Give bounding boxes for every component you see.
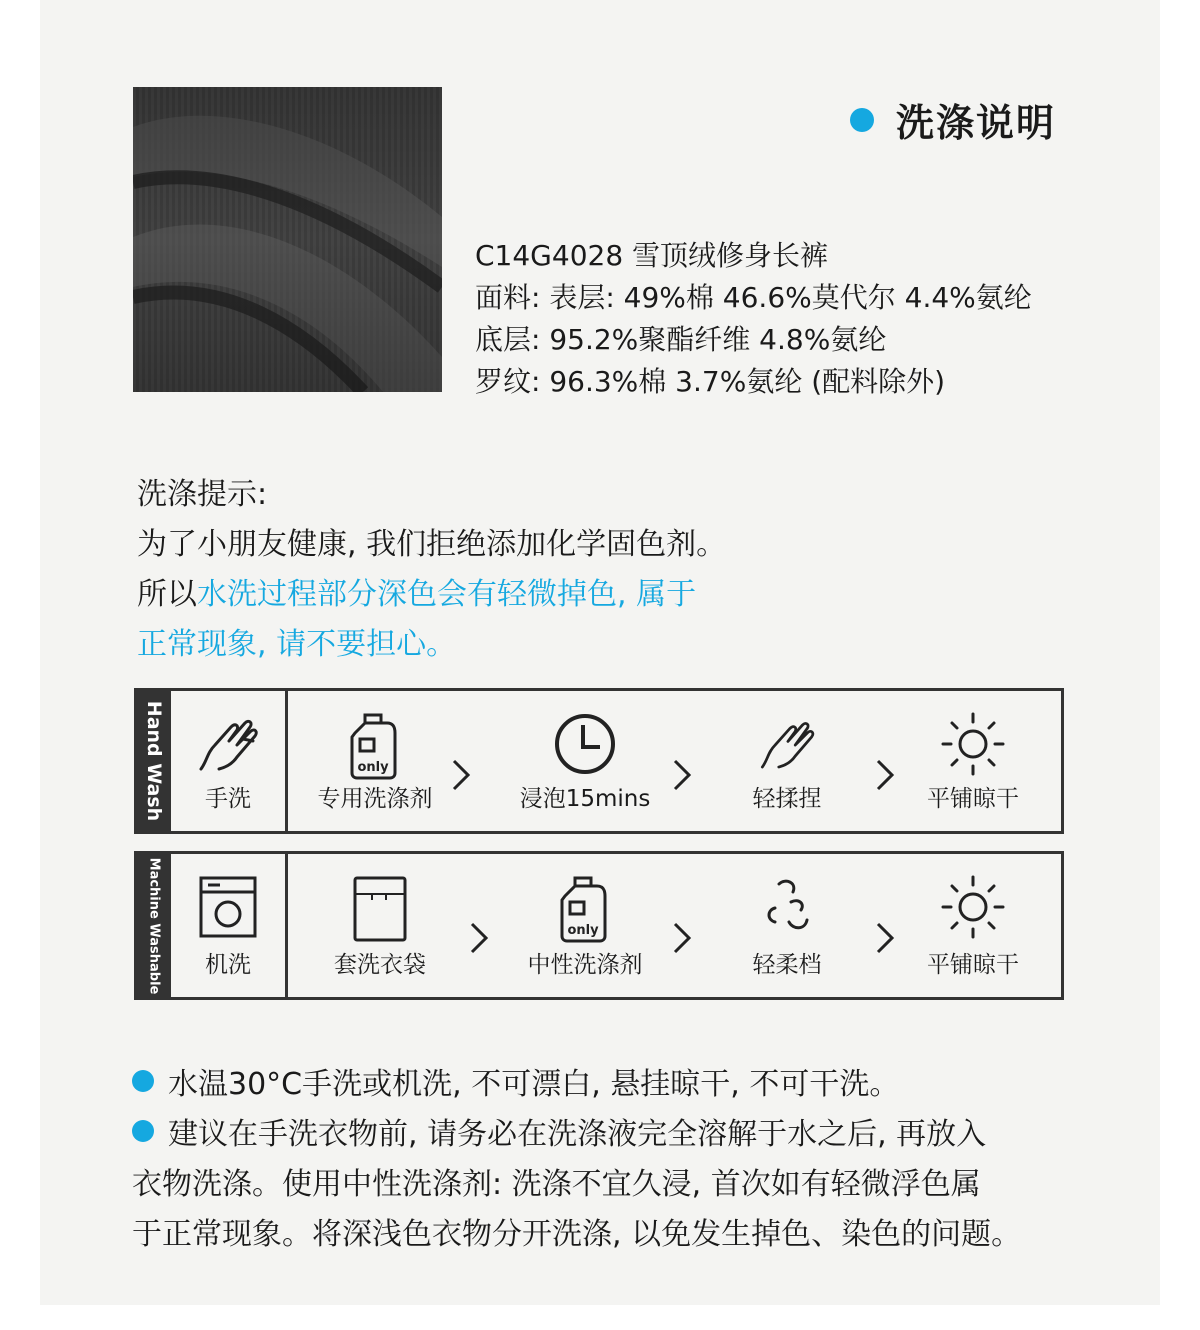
gentle-cycle-icon — [755, 874, 819, 940]
care-notes — [132, 1060, 1021, 1260]
clock-icon — [552, 711, 618, 777]
side-label-text: Machine Washable — [146, 857, 162, 994]
machine-wash-cell — [171, 854, 288, 997]
step-label: 平铺晾干 — [927, 952, 1019, 978]
svg-text:only: only — [567, 923, 599, 938]
fabric-texture — [133, 87, 442, 392]
hand-wash-panel — [134, 688, 1064, 834]
chevron-right-icon — [873, 918, 897, 958]
fabric-line: 罗纹: 96.3%棉 3.7%氨纶 (配料除外) — [475, 365, 946, 398]
note-line: 于正常现象。将深浅色衣物分开洗涤, 以免发生掉色、染色的问题。 — [132, 1217, 1022, 1252]
fabric-line: 面料: 表层: 49%棉 46.6%莫代尔 4.4%氨纶 — [475, 281, 1032, 314]
svg-text:only: only — [357, 760, 389, 775]
section-title — [850, 92, 1056, 147]
chevron-right-icon — [467, 918, 491, 958]
tips-text: 所以 — [137, 577, 197, 612]
bullet-dot-icon — [132, 1070, 154, 1092]
machine-wash-panel — [134, 851, 1064, 1000]
washing-machine-icon — [198, 874, 258, 940]
step-label: 机洗 — [205, 952, 251, 978]
product-specs — [475, 235, 1032, 403]
tips-line: 为了小朋友健康, 我们拒绝添加化学固色剂。 — [137, 527, 727, 562]
tips-highlight: 正常现象, 请不要担心。 — [137, 627, 457, 662]
chevron-right-icon — [670, 755, 694, 795]
hand-wash-cell — [171, 691, 288, 831]
sun-icon — [940, 711, 1006, 777]
chevron-right-icon — [449, 755, 473, 795]
machine-wash-step — [305, 854, 455, 997]
hand-wash-step — [305, 691, 445, 831]
hand-wash-step — [505, 691, 665, 831]
detergent-bottle-icon — [343, 711, 407, 781]
hand-icon — [755, 711, 819, 781]
hand-wash-side-label — [137, 691, 171, 831]
laundry-bag-icon — [350, 874, 410, 944]
step-label: 手洗 — [205, 786, 251, 812]
hand-icon — [193, 711, 263, 781]
note-line — [132, 1060, 1021, 1110]
machine-wash-step — [727, 854, 847, 997]
chevron-right-icon — [873, 755, 897, 795]
fabric-swatch-image — [133, 87, 442, 392]
product-name: C14G4028 雪顶绒修身长裤 — [475, 239, 829, 272]
sun-icon — [940, 874, 1006, 940]
step-label: 中性洗涤剂 — [527, 952, 643, 978]
hand-wash-step — [913, 691, 1033, 831]
chevron-right-icon — [670, 918, 694, 958]
note-line: 衣物洗涤。使用中性洗涤剂: 洗涤不宜久浸, 首次如有轻微浮色属 — [132, 1167, 981, 1202]
hand-wash-step — [171, 691, 285, 831]
hand-wash-step — [727, 691, 847, 831]
machine-wash-side-label — [137, 854, 171, 997]
accent-dot-icon — [850, 108, 874, 132]
step-label: 浸泡15mins — [519, 786, 651, 812]
machine-wash-step — [913, 854, 1033, 997]
detergent-bottle-icon — [553, 874, 617, 944]
tips-line — [137, 570, 726, 620]
bullet-dot-icon — [132, 1120, 154, 1142]
step-label: 平铺晾干 — [927, 786, 1019, 812]
note-text: 建议在手洗衣物前, 请务必在洗涤液完全溶解于水之后, 再放入 — [168, 1117, 987, 1152]
fabric-line: 底层: 95.2%聚酯纤维 4.8%氨纶 — [475, 323, 887, 356]
machine-wash-step — [171, 854, 285, 997]
washing-tips — [137, 470, 726, 670]
machine-wash-step — [505, 854, 665, 997]
note-line — [132, 1110, 1021, 1160]
step-label: 轻柔档 — [752, 952, 822, 978]
step-label: 套洗衣袋 — [334, 952, 426, 978]
step-label: 专用洗涤剂 — [317, 786, 433, 812]
step-label: 轻揉捏 — [752, 786, 822, 812]
note-text: 水温30°C手洗或机洗, 不可漂白, 悬挂晾干, 不可干洗。 — [168, 1067, 900, 1102]
page-title: 洗涤说明 — [896, 101, 1057, 145]
side-label-text: Hand Wash — [143, 700, 165, 822]
tips-heading: 洗涤提示: — [137, 477, 268, 512]
tips-highlight: 水洗过程部分深色会有轻微掉色, 属于 — [197, 577, 697, 612]
